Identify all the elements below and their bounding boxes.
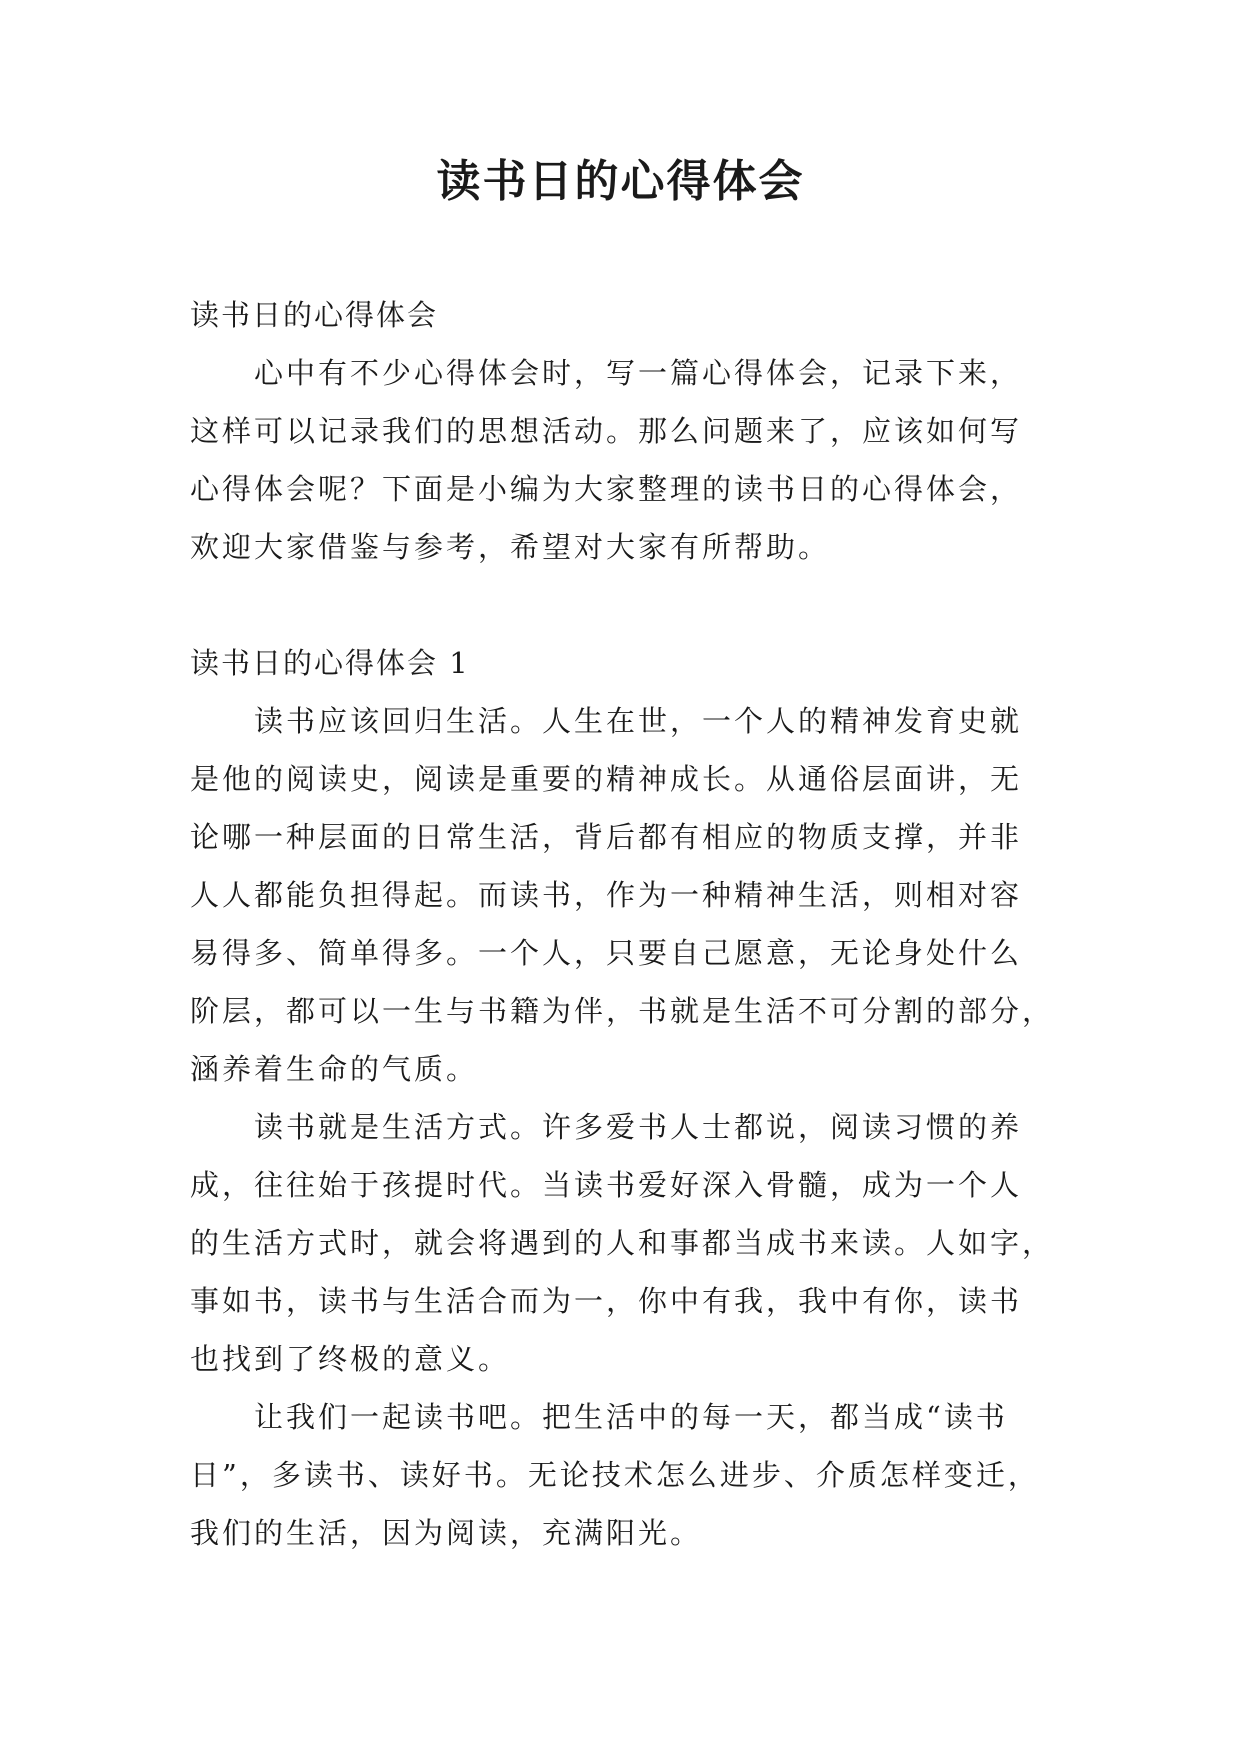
intro-line: 这样可以记录我们的思想活动。那么问题来了，应该如何写 xyxy=(190,414,1023,448)
paragraph-line: 也找到了终极的意义。 xyxy=(190,1342,511,1376)
paragraph-line: 事如书，读书与生活合而为一，你中有我，我中有你，读书 xyxy=(190,1284,1023,1318)
intro-line: 欢迎大家借鉴与参考，希望对大家有所帮助。 xyxy=(190,530,831,564)
paragraph-line: 是他的阅读史，阅读是重要的精神成长。从通俗层面讲，无 xyxy=(190,762,1023,796)
paragraph-line: 让我们一起读书吧。把生活中的每一天，都当成“读书 xyxy=(254,1400,1008,1434)
section-paragraph-2 xyxy=(190,1098,1055,1388)
paragraph-line: 易得多、简单得多。一个人，只要自己愿意，无论身处什么 xyxy=(190,936,1023,970)
paragraph-line: 涵养着生命的气质。 xyxy=(190,1052,479,1086)
paragraph-line: 成，往往始于孩提时代。当读书爱好深入骨髓，成为一个人 xyxy=(190,1168,1023,1202)
intro-line: 心得体会呢？下面是小编为大家整理的读书日的心得体会， xyxy=(190,472,1023,506)
paragraph-line: 的生活方式时，就会将遇到的人和事都当成书来读。人如字， xyxy=(190,1226,1055,1260)
paragraph-line: 人人都能负担得起。而读书，作为一种精神生活，则相对容 xyxy=(190,878,1023,912)
intro-paragraph xyxy=(190,344,1052,576)
paragraph-line: 阶层，都可以一生与书籍为伴，书就是生活不可分割的部分， xyxy=(190,994,1055,1028)
paragraph-line: 读书应该回归生活。人生在世，一个人的精神发育史就 xyxy=(254,704,1023,738)
paragraph-line: 日”，多读书、读好书。无论技术怎么进步、介质怎样变迁， xyxy=(190,1458,1040,1492)
section-paragraph-1 xyxy=(190,692,1055,1098)
section-heading: 读书日的心得体会 1 xyxy=(190,646,470,680)
paragraph-line: 论哪一种层面的日常生活，背后都有相应的物质支撑，并非 xyxy=(190,820,1023,854)
paragraph-line: 读书就是生活方式。许多爱书人士都说，阅读习惯的养 xyxy=(254,1110,1023,1144)
intro-heading: 读书日的心得体会 xyxy=(190,298,439,332)
section-spacer xyxy=(190,576,1052,634)
document-title: 读书日的心得体会 xyxy=(436,156,805,207)
paragraph-line: 我们的生活，因为阅读，充满阳光。 xyxy=(190,1516,703,1550)
section-paragraph-3 xyxy=(190,1388,1052,1562)
intro-line: 心中有不少心得体会时，写一篇心得体会，记录下来， xyxy=(254,356,1023,390)
document-body xyxy=(190,286,1055,1562)
